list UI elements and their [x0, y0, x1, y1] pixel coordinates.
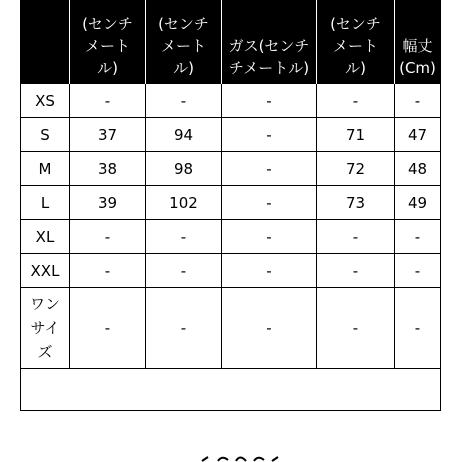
size-chart: [20, 0, 440, 411]
table-cell: -: [70, 254, 146, 288]
table-cell: -: [395, 220, 441, 254]
table-row: [21, 288, 441, 369]
table-cell: -: [222, 118, 317, 152]
blank-cell: [21, 369, 441, 411]
size-label: XXL: [21, 254, 70, 288]
table-cell: -: [317, 254, 395, 288]
table-row: [21, 186, 441, 220]
size-label: XS: [21, 84, 70, 118]
table-row: [21, 254, 441, 288]
table-cell: 38: [70, 152, 146, 186]
table-cell: 48: [395, 152, 441, 186]
table-row: [21, 152, 441, 186]
table-cell: -: [395, 254, 441, 288]
table-cell: -: [222, 186, 317, 220]
table-cell: -: [222, 152, 317, 186]
header-col-1: (センチ メート ル): [70, 0, 146, 84]
partial-glyph-decoration: [200, 452, 280, 462]
table-cell: -: [222, 288, 317, 369]
header-col-5: 幅丈 (Cm): [395, 0, 441, 84]
table-cell: -: [222, 254, 317, 288]
size-label: S: [21, 118, 70, 152]
table-cell: -: [146, 254, 222, 288]
header-col-2: (センチ メート ル): [146, 0, 222, 84]
table-cell: -: [70, 288, 146, 369]
table-cell: -: [146, 220, 222, 254]
table-cell: 37: [70, 118, 146, 152]
table-cell: 39: [70, 186, 146, 220]
size-table: [20, 0, 441, 411]
header-col-4: (センチ メート ル): [317, 0, 395, 84]
table-cell: -: [222, 220, 317, 254]
header-row: [21, 0, 441, 84]
table-cell: -: [70, 220, 146, 254]
table-blank-row: [21, 369, 441, 411]
table-cell: 98: [146, 152, 222, 186]
table-cell: -: [222, 84, 317, 118]
header-size: [21, 0, 70, 84]
table-cell: -: [395, 288, 441, 369]
size-label: XL: [21, 220, 70, 254]
table-row: [21, 84, 441, 118]
table-cell: 73: [317, 186, 395, 220]
table-cell: -: [317, 220, 395, 254]
table-cell: 102: [146, 186, 222, 220]
size-label: ワン サイ ズ: [21, 288, 70, 369]
table-cell: 71: [317, 118, 395, 152]
table-cell: 72: [317, 152, 395, 186]
table-cell: -: [317, 288, 395, 369]
size-label: M: [21, 152, 70, 186]
table-cell: -: [70, 84, 146, 118]
table-cell: -: [146, 288, 222, 369]
table-cell: 49: [395, 186, 441, 220]
table-cell: -: [395, 84, 441, 118]
table-cell: 94: [146, 118, 222, 152]
size-label: L: [21, 186, 70, 220]
table-cell: 47: [395, 118, 441, 152]
table-row: [21, 118, 441, 152]
table-cell: -: [317, 84, 395, 118]
table-row: [21, 220, 441, 254]
header-col-3: ガス(センチ チメートル): [222, 0, 317, 84]
table-cell: -: [146, 84, 222, 118]
